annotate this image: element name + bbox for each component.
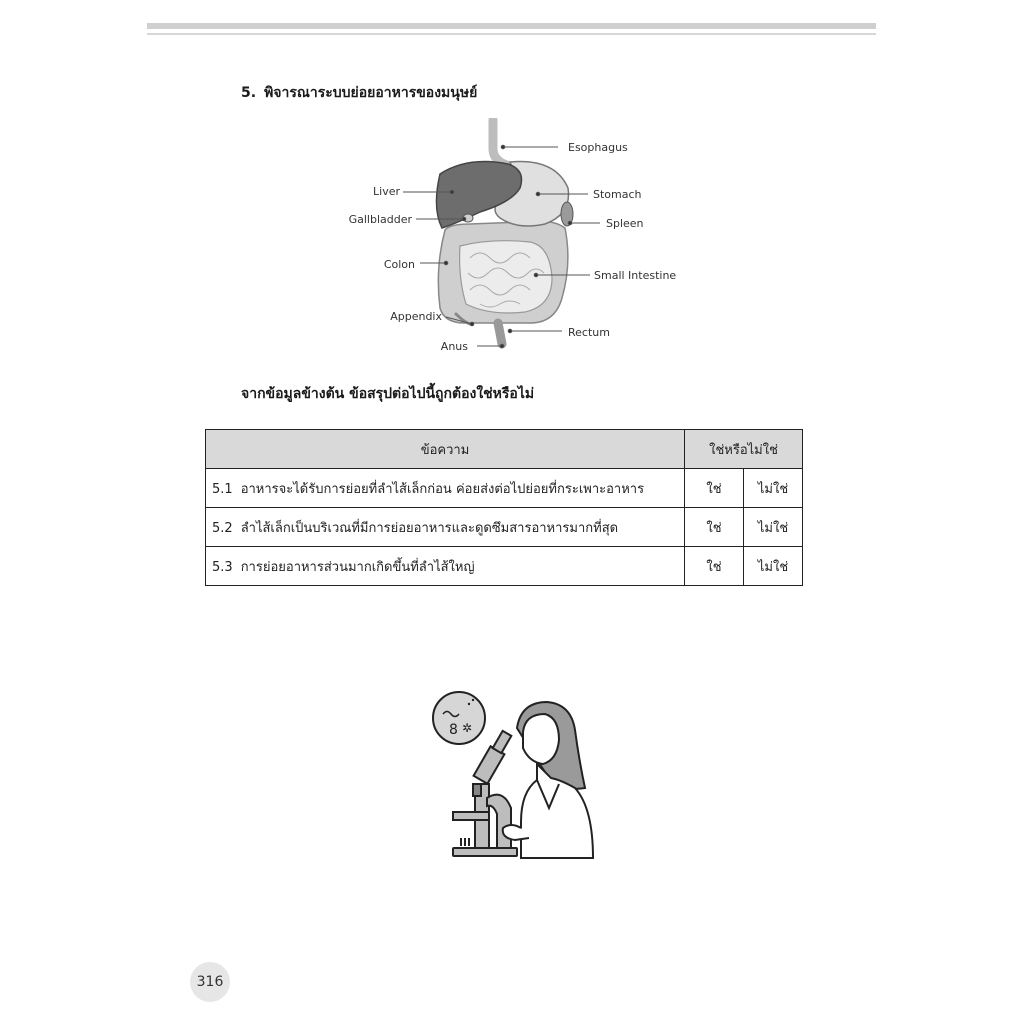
label-gallbladder: Gallbladder bbox=[348, 213, 412, 226]
header-answer: ใช่หรือไม่ใช่ bbox=[685, 430, 803, 469]
scientist-microscope-illustration bbox=[425, 688, 605, 863]
statement-text: อาหารจะได้รับการย่อยที่ลำไส้เล็กก่อน ค่อยส่งต่อไปย่อยที่กระเพาะอาหาร bbox=[240, 481, 645, 497]
instruction-heading: จากข้อมูลข้างต้น ข้อสรุปต่อไปนี้ถูกต้องใช่หรือไม่ bbox=[241, 386, 535, 402]
answer-yes[interactable]: ใช่ bbox=[685, 508, 744, 547]
label-appendix: Appendix bbox=[390, 310, 442, 323]
label-stomach: Stomach bbox=[593, 188, 642, 201]
svg-text:8: 8 bbox=[449, 722, 458, 738]
svg-text:✲: ✲ bbox=[462, 721, 473, 735]
label-spleen: Spleen bbox=[606, 217, 644, 230]
question-number: 5. bbox=[241, 85, 257, 101]
label-liver: Liver bbox=[373, 185, 400, 198]
question-text: พิจารณาระบบย่อยอาหารของมนุษย์ bbox=[264, 85, 478, 101]
page-number: 316 bbox=[190, 962, 230, 1002]
magnified-view-bubble bbox=[433, 692, 485, 744]
statement-table bbox=[205, 429, 803, 586]
label-small-intestine: Small Intestine bbox=[594, 269, 677, 282]
table-row bbox=[206, 547, 803, 586]
answer-yes[interactable]: ใช่ bbox=[685, 547, 744, 586]
table-header-row bbox=[206, 430, 803, 469]
answer-no[interactable]: ไม่ใช่ bbox=[744, 547, 803, 586]
statement-cell bbox=[206, 508, 685, 547]
answer-no[interactable]: ไม่ใช่ bbox=[744, 469, 803, 508]
digestive-system-diagram bbox=[340, 118, 700, 358]
answer-no[interactable]: ไม่ใช่ bbox=[744, 508, 803, 547]
statement-number: 5.3 bbox=[212, 559, 233, 575]
label-rectum: Rectum bbox=[568, 326, 610, 339]
label-esophagus: Esophagus bbox=[568, 141, 628, 154]
rectum-shape bbox=[498, 323, 502, 344]
statement-cell bbox=[206, 547, 685, 586]
answer-yes[interactable]: ใช่ bbox=[685, 469, 744, 508]
header-bar bbox=[147, 23, 876, 29]
label-colon: Colon bbox=[383, 258, 415, 271]
scientist-woman bbox=[503, 702, 593, 858]
statement-number: 5.2 bbox=[212, 520, 233, 536]
table-row bbox=[206, 469, 803, 508]
statement-text: ลำไส้เล็กเป็นบริเวณที่มีการย่อยอาหารและดูดซึมสารอาหารมากที่สุด bbox=[240, 520, 619, 536]
header-statement: ข้อความ bbox=[206, 430, 685, 469]
statement-cell bbox=[206, 469, 685, 508]
header-rule bbox=[147, 33, 876, 35]
label-anus: Anus bbox=[440, 340, 468, 353]
table-row bbox=[206, 508, 803, 547]
question-title bbox=[241, 82, 477, 104]
statement-text: การย่อยอาหารส่วนมากเกิดขึ้นที่ลำไส้ใหญ่ bbox=[240, 559, 475, 575]
statement-number: 5.1 bbox=[212, 481, 233, 497]
